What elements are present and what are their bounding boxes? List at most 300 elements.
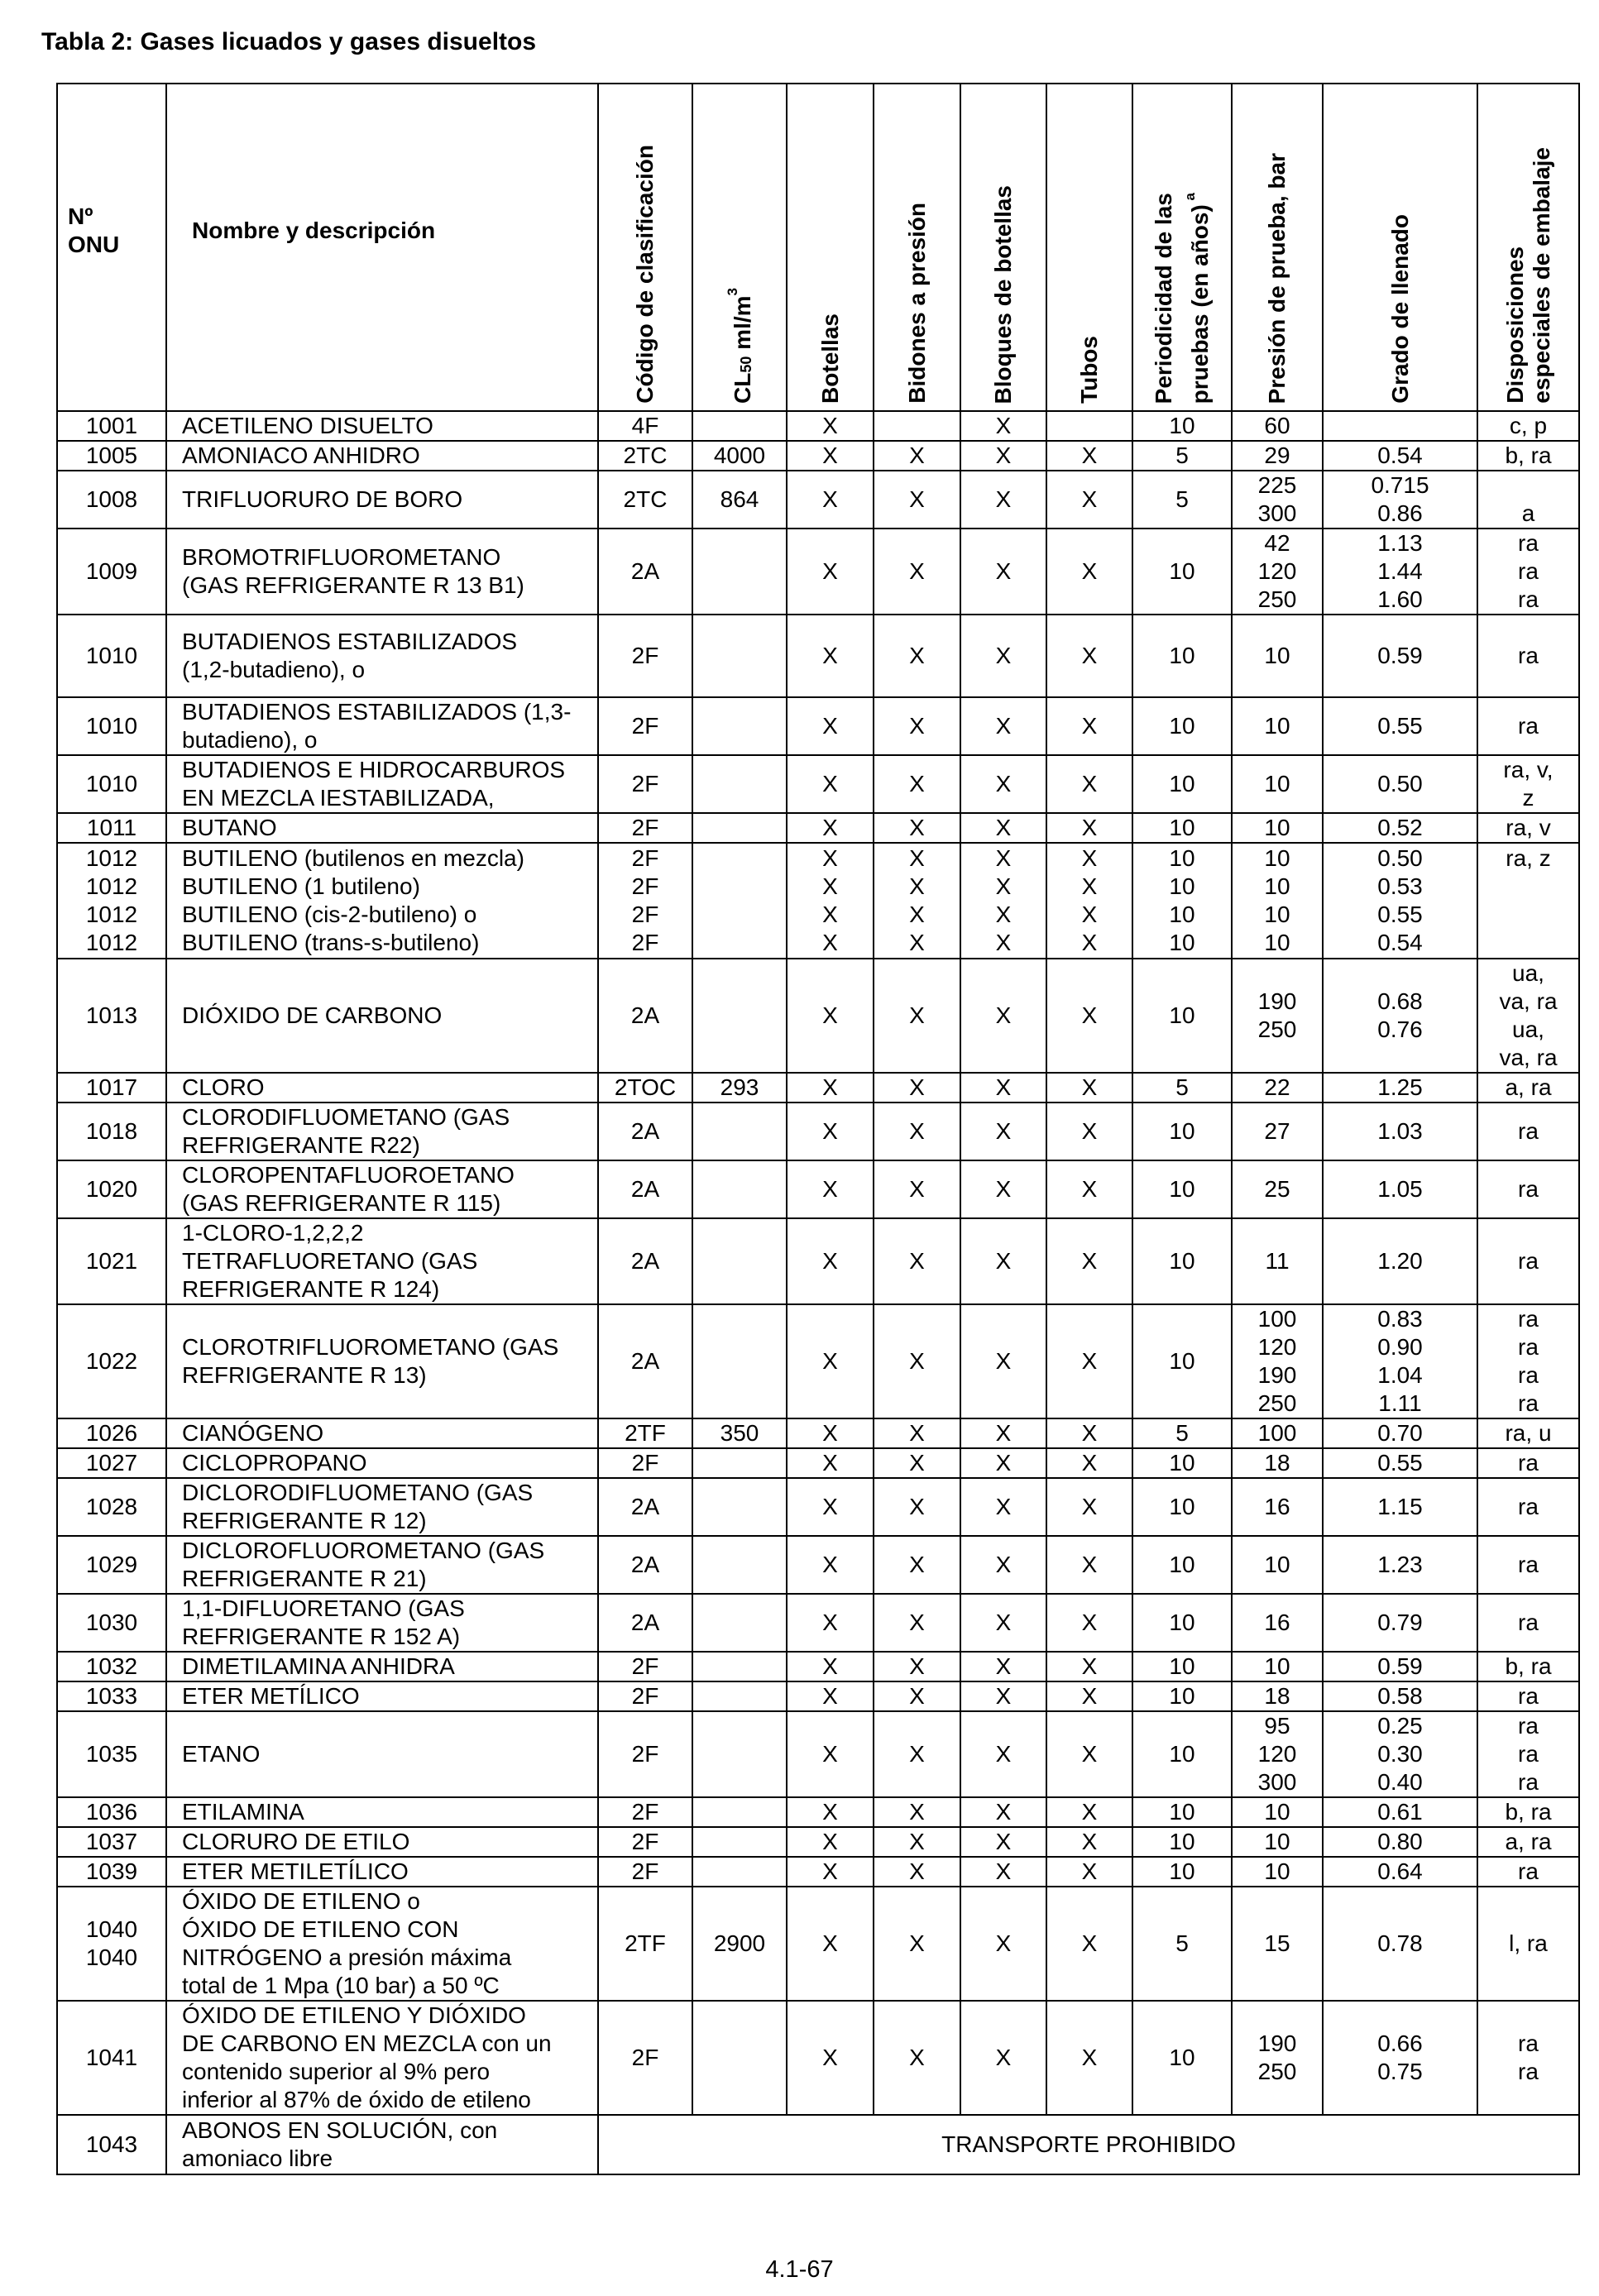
cell-bidones: X xyxy=(874,529,960,615)
cell-bidones: X xyxy=(874,1418,960,1448)
cell-disposiciones: ua, va, ra ua, va, ra xyxy=(1477,959,1579,1073)
cell-bidones: X xyxy=(874,1594,960,1652)
page-number: 4.1-67 xyxy=(765,2256,834,2283)
cell-cl50 xyxy=(692,1160,787,1218)
cell-presion: 10 xyxy=(1232,1652,1323,1681)
cell-bidones: X xyxy=(874,1304,960,1418)
cell-disposiciones: ra xyxy=(1477,1857,1579,1887)
cell-onu: 1010 xyxy=(57,697,166,755)
cell-periodicidad: 5 xyxy=(1132,441,1232,471)
cell-botellas: X xyxy=(787,697,874,755)
cell-periodicidad: 10 xyxy=(1132,1160,1232,1218)
cell-periodicidad: 10 xyxy=(1132,755,1232,813)
header-name: Nombre y descripción xyxy=(166,84,598,411)
cell-grado: 0.55 xyxy=(1323,1448,1477,1478)
cell-presion: 190 250 xyxy=(1232,2001,1323,2115)
cell-grado: 0.25 0.30 0.40 xyxy=(1323,1711,1477,1797)
cell-code: 2TC xyxy=(598,441,692,471)
cell-code: 2F xyxy=(598,1711,692,1797)
cell-botellas: X xyxy=(787,959,874,1073)
cell-botellas: X xyxy=(787,1827,874,1857)
cell-botellas: X xyxy=(787,1448,874,1478)
cell-botellas: X xyxy=(787,1797,874,1827)
cell-onu: 1005 xyxy=(57,441,166,471)
cell-cl50 xyxy=(692,529,787,615)
table-row xyxy=(57,1304,1579,1418)
cell-name: 1-CLORO-1,2,2,2 TETRAFLUORETANO (GAS REFRIGERANTE R 124) xyxy=(166,1218,598,1304)
cell-bidones: X xyxy=(874,1160,960,1218)
cell-grado: 1.20 xyxy=(1323,1218,1477,1304)
cell-disposiciones: ra xyxy=(1477,1218,1579,1304)
cell-bidones: X xyxy=(874,813,960,843)
cell-code: 2A xyxy=(598,529,692,615)
cell-tubos: X xyxy=(1046,1304,1132,1418)
cell-disposiciones: ra ra ra xyxy=(1477,1711,1579,1797)
cell-bidones: X xyxy=(874,697,960,755)
table-row xyxy=(57,1418,1579,1448)
cell-tubos: X xyxy=(1046,697,1132,755)
cell-code: 4F xyxy=(598,411,692,441)
cell-periodicidad: 5 xyxy=(1132,1887,1232,2001)
cell-name: BUTADIENOS ESTABILIZADOS (1,3- butadieno), o xyxy=(166,697,598,755)
cell-name: CLOROTRIFLUOROMETANO (GAS REFRIGERANTE R 13) xyxy=(166,1304,598,1418)
cell-botellas: X xyxy=(787,1073,874,1103)
table-row xyxy=(57,1073,1579,1103)
cell-periodicidad: 5 xyxy=(1132,1073,1232,1103)
cell-name: ÓXIDO DE ETILENO Y DIÓXIDO DE CARBONO EN MEZCLA con un contenido superior al 9% pero inferior al 87% de óxido de etileno xyxy=(166,2001,598,2115)
cell-code: 2TF xyxy=(598,1418,692,1448)
cell-code: 2A xyxy=(598,1304,692,1418)
cell-bloques: X xyxy=(960,1478,1046,1536)
cell-periodicidad: 10 xyxy=(1132,1594,1232,1652)
cell-tubos: X xyxy=(1046,1073,1132,1103)
cell-code: 2F xyxy=(598,1827,692,1857)
cell-cl50 xyxy=(692,697,787,755)
cell-cl50 xyxy=(692,1218,787,1304)
cell-bloques: X xyxy=(960,1160,1046,1218)
cell-code: 2F xyxy=(598,1652,692,1681)
cell-code: 2A xyxy=(598,1103,692,1160)
cell-presion: 15 xyxy=(1232,1887,1323,2001)
table-row xyxy=(57,1681,1579,1711)
table-row xyxy=(57,843,1579,959)
cell-cl50: 350 xyxy=(692,1418,787,1448)
cell-cl50 xyxy=(692,2001,787,2115)
cell-bloques: X xyxy=(960,1594,1046,1652)
cell-botellas: X xyxy=(787,755,874,813)
cell-periodicidad: 10 xyxy=(1132,1711,1232,1797)
cell-periodicidad: 10 xyxy=(1132,1681,1232,1711)
cell-onu: 1039 xyxy=(57,1857,166,1887)
cell-presion: 100 xyxy=(1232,1418,1323,1448)
cell-onu: 1030 xyxy=(57,1594,166,1652)
cell-tubos: X xyxy=(1046,1160,1132,1218)
cell-presion: 10 xyxy=(1232,755,1323,813)
cell-onu: 1011 xyxy=(57,813,166,843)
cell-periodicidad: 10 xyxy=(1132,2001,1232,2115)
cell-bloques: X xyxy=(960,1681,1046,1711)
cell-tubos: X xyxy=(1046,1594,1132,1652)
cell-periodicidad: 10 xyxy=(1132,1536,1232,1594)
cell-bidones: X xyxy=(874,1797,960,1827)
cell-cl50 xyxy=(692,1478,787,1536)
cell-code: 2F 2F 2F 2F xyxy=(598,843,692,959)
cell-disposiciones: ra xyxy=(1477,615,1579,697)
cell-bloques: X xyxy=(960,1887,1046,2001)
cell-name: ETER METILETÍLICO xyxy=(166,1857,598,1887)
cell-disposiciones: b, ra xyxy=(1477,1652,1579,1681)
table-row xyxy=(57,1652,1579,1681)
cell-botellas: X xyxy=(787,411,874,441)
cell-disposiciones: ra, v xyxy=(1477,813,1579,843)
cell-disposiciones: ra xyxy=(1477,1160,1579,1218)
cell-onu: 1012 1012 1012 1012 xyxy=(57,843,166,959)
cell-onu: 1022 xyxy=(57,1304,166,1418)
cell-periodicidad: 10 xyxy=(1132,1448,1232,1478)
cell-cl50 xyxy=(692,813,787,843)
cell-grado: 0.64 xyxy=(1323,1857,1477,1887)
cell-grado: 0.50 xyxy=(1323,755,1477,813)
table-row xyxy=(57,441,1579,471)
cell-cl50 xyxy=(692,1448,787,1478)
cell-periodicidad: 10 xyxy=(1132,1857,1232,1887)
cell-bloques: X xyxy=(960,1418,1046,1448)
cell-name: DICLOROFLUOROMETANO (GAS REFRIGERANTE R 21) xyxy=(166,1536,598,1594)
cell-botellas: X xyxy=(787,1160,874,1218)
cell-grado xyxy=(1323,411,1477,441)
cell-tubos: X xyxy=(1046,1887,1132,2001)
cell-bidones: X xyxy=(874,959,960,1073)
cell-code: 2A xyxy=(598,1218,692,1304)
cell-name: DIMETILAMINA ANHIDRA xyxy=(166,1652,598,1681)
cell-grado: 1.15 xyxy=(1323,1478,1477,1536)
cell-botellas: X xyxy=(787,1103,874,1160)
cell-tubos: X xyxy=(1046,615,1132,697)
cell-periodicidad: 10 xyxy=(1132,1652,1232,1681)
cell-disposiciones: ra ra xyxy=(1477,2001,1579,2115)
cell-onu: 1021 xyxy=(57,1218,166,1304)
cell-grado: 0.78 xyxy=(1323,1887,1477,2001)
table-row xyxy=(57,1160,1579,1218)
cell-botellas: X xyxy=(787,1887,874,2001)
cell-tubos: X X X X xyxy=(1046,843,1132,959)
cell-cl50 xyxy=(692,959,787,1073)
header-row xyxy=(57,84,1579,411)
cell-cl50 xyxy=(692,411,787,441)
cell-disposiciones: ra xyxy=(1477,1536,1579,1594)
cell-code: 2A xyxy=(598,1594,692,1652)
cell-code: 2A xyxy=(598,1160,692,1218)
header-code: Código de clasificación xyxy=(598,84,692,411)
cell-name: DIÓXIDO DE CARBONO xyxy=(166,959,598,1073)
cell-onu: 1009 xyxy=(57,529,166,615)
cell-presion: 29 xyxy=(1232,441,1323,471)
header-botellas: Botellas xyxy=(787,84,874,411)
cell-presion: 10 10 10 10 xyxy=(1232,843,1323,959)
cell-name: BUTADIENOS E HIDROCARBUROS EN MEZCLA IESTABILIZADA, xyxy=(166,755,598,813)
table-row xyxy=(57,2001,1579,2115)
cell-transport-forbidden: TRANSPORTE PROHIBIDO xyxy=(598,2115,1579,2174)
cell-name: DICLORODIFLUOMETANO (GAS REFRIGERANTE R 12) xyxy=(166,1478,598,1536)
gases-table xyxy=(56,83,1580,2175)
cell-grado: 0.59 xyxy=(1323,1652,1477,1681)
cell-botellas: X xyxy=(787,1711,874,1797)
cell-presion: 18 xyxy=(1232,1681,1323,1711)
cell-tubos: X xyxy=(1046,1536,1132,1594)
cell-bloques: X xyxy=(960,471,1046,529)
cell-code: 2TF xyxy=(598,1887,692,2001)
cell-grado: 1.05 xyxy=(1323,1160,1477,1218)
cell-onu: 1010 xyxy=(57,615,166,697)
cell-onu: 1017 xyxy=(57,1073,166,1103)
cell-grado: 0.55 xyxy=(1323,697,1477,755)
cell-code: 2F xyxy=(598,2001,692,2115)
cell-onu: 1001 xyxy=(57,411,166,441)
cell-onu: 1010 xyxy=(57,755,166,813)
cell-code: 2TC xyxy=(598,471,692,529)
cell-tubos: X xyxy=(1046,755,1132,813)
cell-periodicidad: 10 10 10 10 xyxy=(1132,843,1232,959)
cell-disposiciones: ra xyxy=(1477,1681,1579,1711)
cell-cl50 xyxy=(692,615,787,697)
cell-botellas: X xyxy=(787,1681,874,1711)
header-presion: Presión de prueba, bar xyxy=(1232,84,1323,411)
cell-botellas: X xyxy=(787,1594,874,1652)
cell-disposiciones: b, ra xyxy=(1477,441,1579,471)
cell-grado: 0.59 xyxy=(1323,615,1477,697)
cell-bloques: X xyxy=(960,1218,1046,1304)
table-row xyxy=(57,1797,1579,1827)
cell-name: ETILAMINA xyxy=(166,1797,598,1827)
cell-tubos: X xyxy=(1046,471,1132,529)
cell-bidones: X xyxy=(874,1857,960,1887)
cell-periodicidad: 10 xyxy=(1132,1478,1232,1536)
table-row xyxy=(57,959,1579,1073)
cell-bidones xyxy=(874,411,960,441)
cell-name: CIANÓGENO xyxy=(166,1418,598,1448)
table-row xyxy=(57,697,1579,755)
cell-onu: 1041 xyxy=(57,2001,166,2115)
cell-presion: 95 120 300 xyxy=(1232,1711,1323,1797)
cell-presion: 42 120 250 xyxy=(1232,529,1323,615)
cell-bidones: X X X X xyxy=(874,843,960,959)
cell-name: ETANO xyxy=(166,1711,598,1797)
cell-grado: 0.79 xyxy=(1323,1594,1477,1652)
cell-bloques: X xyxy=(960,1827,1046,1857)
cell-presion: 27 xyxy=(1232,1103,1323,1160)
cell-name: BUTANO xyxy=(166,813,598,843)
cell-bloques: X xyxy=(960,1652,1046,1681)
cell-onu: 1020 xyxy=(57,1160,166,1218)
cell-tubos: X xyxy=(1046,1448,1132,1478)
cell-bidones: X xyxy=(874,1103,960,1160)
cell-disposiciones: ra xyxy=(1477,1594,1579,1652)
cell-presion: 225 300 xyxy=(1232,471,1323,529)
cell-periodicidad: 10 xyxy=(1132,615,1232,697)
cell-name: ACETILENO DISUELTO xyxy=(166,411,598,441)
cell-bloques: X xyxy=(960,2001,1046,2115)
table-row xyxy=(57,1711,1579,1797)
cell-bidones: X xyxy=(874,1652,960,1681)
cell-disposiciones: ra, u xyxy=(1477,1418,1579,1448)
table-row xyxy=(57,755,1579,813)
cell-onu: 1036 xyxy=(57,1797,166,1827)
cell-presion: 16 xyxy=(1232,1594,1323,1652)
cell-tubos: X xyxy=(1046,1418,1132,1448)
table-row xyxy=(57,1857,1579,1887)
cell-disposiciones: c, p xyxy=(1477,411,1579,441)
cell-periodicidad: 10 xyxy=(1132,813,1232,843)
cell-bidones: X xyxy=(874,1218,960,1304)
cell-disposiciones: a, ra xyxy=(1477,1073,1579,1103)
cell-name: ETER METÍLICO xyxy=(166,1681,598,1711)
cell-bidones: X xyxy=(874,441,960,471)
cell-disposiciones: a xyxy=(1477,471,1579,529)
cell-grado: 0.52 xyxy=(1323,813,1477,843)
table-row xyxy=(57,615,1579,697)
cell-disposiciones: ra ra ra ra xyxy=(1477,1304,1579,1418)
cell-botellas: X xyxy=(787,1304,874,1418)
cell-botellas: X xyxy=(787,2001,874,2115)
cell-bloques: X X X X xyxy=(960,843,1046,959)
cell-cl50 xyxy=(692,843,787,959)
table-row xyxy=(57,1218,1579,1304)
cell-cl50: 293 xyxy=(692,1073,787,1103)
cell-cl50: 864 xyxy=(692,471,787,529)
cell-name: CLORODIFLUOMETANO (GAS REFRIGERANTE R22) xyxy=(166,1103,598,1160)
cell-presion: 10 xyxy=(1232,1857,1323,1887)
cell-presion: 10 xyxy=(1232,1797,1323,1827)
cell-periodicidad: 10 xyxy=(1132,529,1232,615)
header-disposiciones: Disposiciones especiales de embalaje xyxy=(1477,84,1579,411)
cell-grado: 0.61 xyxy=(1323,1797,1477,1827)
cell-bloques: X xyxy=(960,1797,1046,1827)
header-periodicidad: Periodicidad de las pruebas (en años) $^a$ xyxy=(1132,84,1232,411)
table-row xyxy=(57,1103,1579,1160)
cell-bidones: X xyxy=(874,471,960,529)
cell-grado: 0.66 0.75 xyxy=(1323,2001,1477,2115)
cell-disposiciones: b, ra xyxy=(1477,1797,1579,1827)
cell-onu: 1026 xyxy=(57,1418,166,1448)
cell-bidones: X xyxy=(874,1827,960,1857)
cell-presion: 10 xyxy=(1232,615,1323,697)
cell-periodicidad: 10 xyxy=(1132,1797,1232,1827)
cell-presion: 10 xyxy=(1232,1827,1323,1857)
cell-tubos: X xyxy=(1046,441,1132,471)
cell-grado: 0.50 0.53 0.55 0.54 xyxy=(1323,843,1477,959)
header-bidones: Bidones a presión xyxy=(874,84,960,411)
cell-onu: 1035 xyxy=(57,1711,166,1797)
cell-bloques: X xyxy=(960,1711,1046,1797)
table-row xyxy=(57,813,1579,843)
cell-code: 2A xyxy=(598,959,692,1073)
cell-bloques: X xyxy=(960,1103,1046,1160)
cell-presion: 11 xyxy=(1232,1218,1323,1304)
cell-botellas: X xyxy=(787,1857,874,1887)
cell-disposiciones: l, ra xyxy=(1477,1887,1579,2001)
cell-presion: 18 xyxy=(1232,1448,1323,1478)
cell-name: 1,1-DIFLUORETANO (GAS REFRIGERANTE R 152 A) xyxy=(166,1594,598,1652)
cell-bloques: X xyxy=(960,1536,1046,1594)
cell-periodicidad: 5 xyxy=(1132,471,1232,529)
cell-onu: 1032 xyxy=(57,1652,166,1681)
cell-cl50 xyxy=(692,1652,787,1681)
cell-cl50 xyxy=(692,1536,787,1594)
cell-bidones: X xyxy=(874,1681,960,1711)
cell-presion: 16 xyxy=(1232,1478,1323,1536)
cell-onu: 1037 xyxy=(57,1827,166,1857)
cell-bloques: X xyxy=(960,529,1046,615)
cell-tubos: X xyxy=(1046,1652,1132,1681)
cell-disposiciones: ra xyxy=(1477,1103,1579,1160)
cell-cl50 xyxy=(692,1827,787,1857)
cell-grado: 1.03 xyxy=(1323,1103,1477,1160)
cell-cl50 xyxy=(692,1594,787,1652)
cell-name: CLORO xyxy=(166,1073,598,1103)
cell-onu: 1043 xyxy=(57,2115,166,2174)
cell-name: CLORURO DE ETILO xyxy=(166,1827,598,1857)
cell-bidones: X xyxy=(874,1536,960,1594)
cell-bloques: X xyxy=(960,411,1046,441)
cell-tubos: X xyxy=(1046,1827,1132,1857)
cell-tubos: X xyxy=(1046,2001,1132,2115)
cell-presion: 10 xyxy=(1232,813,1323,843)
cell-periodicidad: 10 xyxy=(1132,1304,1232,1418)
cell-presion: 100 120 190 250 xyxy=(1232,1304,1323,1418)
table-row xyxy=(57,1536,1579,1594)
cell-periodicidad: 5 xyxy=(1132,1418,1232,1448)
cell-name: TRIFLUORURO DE BORO xyxy=(166,471,598,529)
cell-grado: 1.25 xyxy=(1323,1073,1477,1103)
cell-botellas: X xyxy=(787,1218,874,1304)
cell-cl50: 2900 xyxy=(692,1887,787,2001)
cell-bidones: X xyxy=(874,1448,960,1478)
header-tubos: Tubos xyxy=(1046,84,1132,411)
cell-tubos xyxy=(1046,411,1132,441)
cell-periodicidad: 10 xyxy=(1132,411,1232,441)
cell-bidones: X xyxy=(874,755,960,813)
cell-bidones: X xyxy=(874,615,960,697)
cell-bloques: X xyxy=(960,441,1046,471)
cell-grado: 0.715 0.86 xyxy=(1323,471,1477,529)
header-cl50: $CL_{50}$ $ml/m^3$ xyxy=(692,84,787,411)
cell-bloques: X xyxy=(960,1448,1046,1478)
cell-presion: 10 xyxy=(1232,1536,1323,1594)
cell-grado: 0.54 xyxy=(1323,441,1477,471)
cell-bidones: X xyxy=(874,1478,960,1536)
cell-onu: 1028 xyxy=(57,1478,166,1536)
cell-tubos: X xyxy=(1046,1797,1132,1827)
table-row xyxy=(57,471,1579,529)
cell-grado: 0.58 xyxy=(1323,1681,1477,1711)
table-row xyxy=(57,1827,1579,1857)
cell-presion: 60 xyxy=(1232,411,1323,441)
cell-code: 2F xyxy=(598,813,692,843)
header-bloques: Bloques de botellas xyxy=(960,84,1046,411)
cell-bloques: X xyxy=(960,813,1046,843)
cell-grado: 1.13 1.44 1.60 xyxy=(1323,529,1477,615)
cell-periodicidad: 10 xyxy=(1132,1218,1232,1304)
cell-name: AMONIACO ANHIDRO xyxy=(166,441,598,471)
table-title: Tabla 2: Gases licuados y gases disueltos xyxy=(41,28,537,55)
cell-tubos: X xyxy=(1046,813,1132,843)
cell-onu: 1013 xyxy=(57,959,166,1073)
table-row xyxy=(57,529,1579,615)
cell-code: 2F xyxy=(598,697,692,755)
cell-name: ÓXIDO DE ETILENO o ÓXIDO DE ETILENO CON NITRÓGENO a presión máxima total de 1 Mpa (10 bar) a 50 ºC xyxy=(166,1887,598,2001)
cell-grado: 0.70 xyxy=(1323,1418,1477,1448)
cell-cl50: 4000 xyxy=(692,441,787,471)
